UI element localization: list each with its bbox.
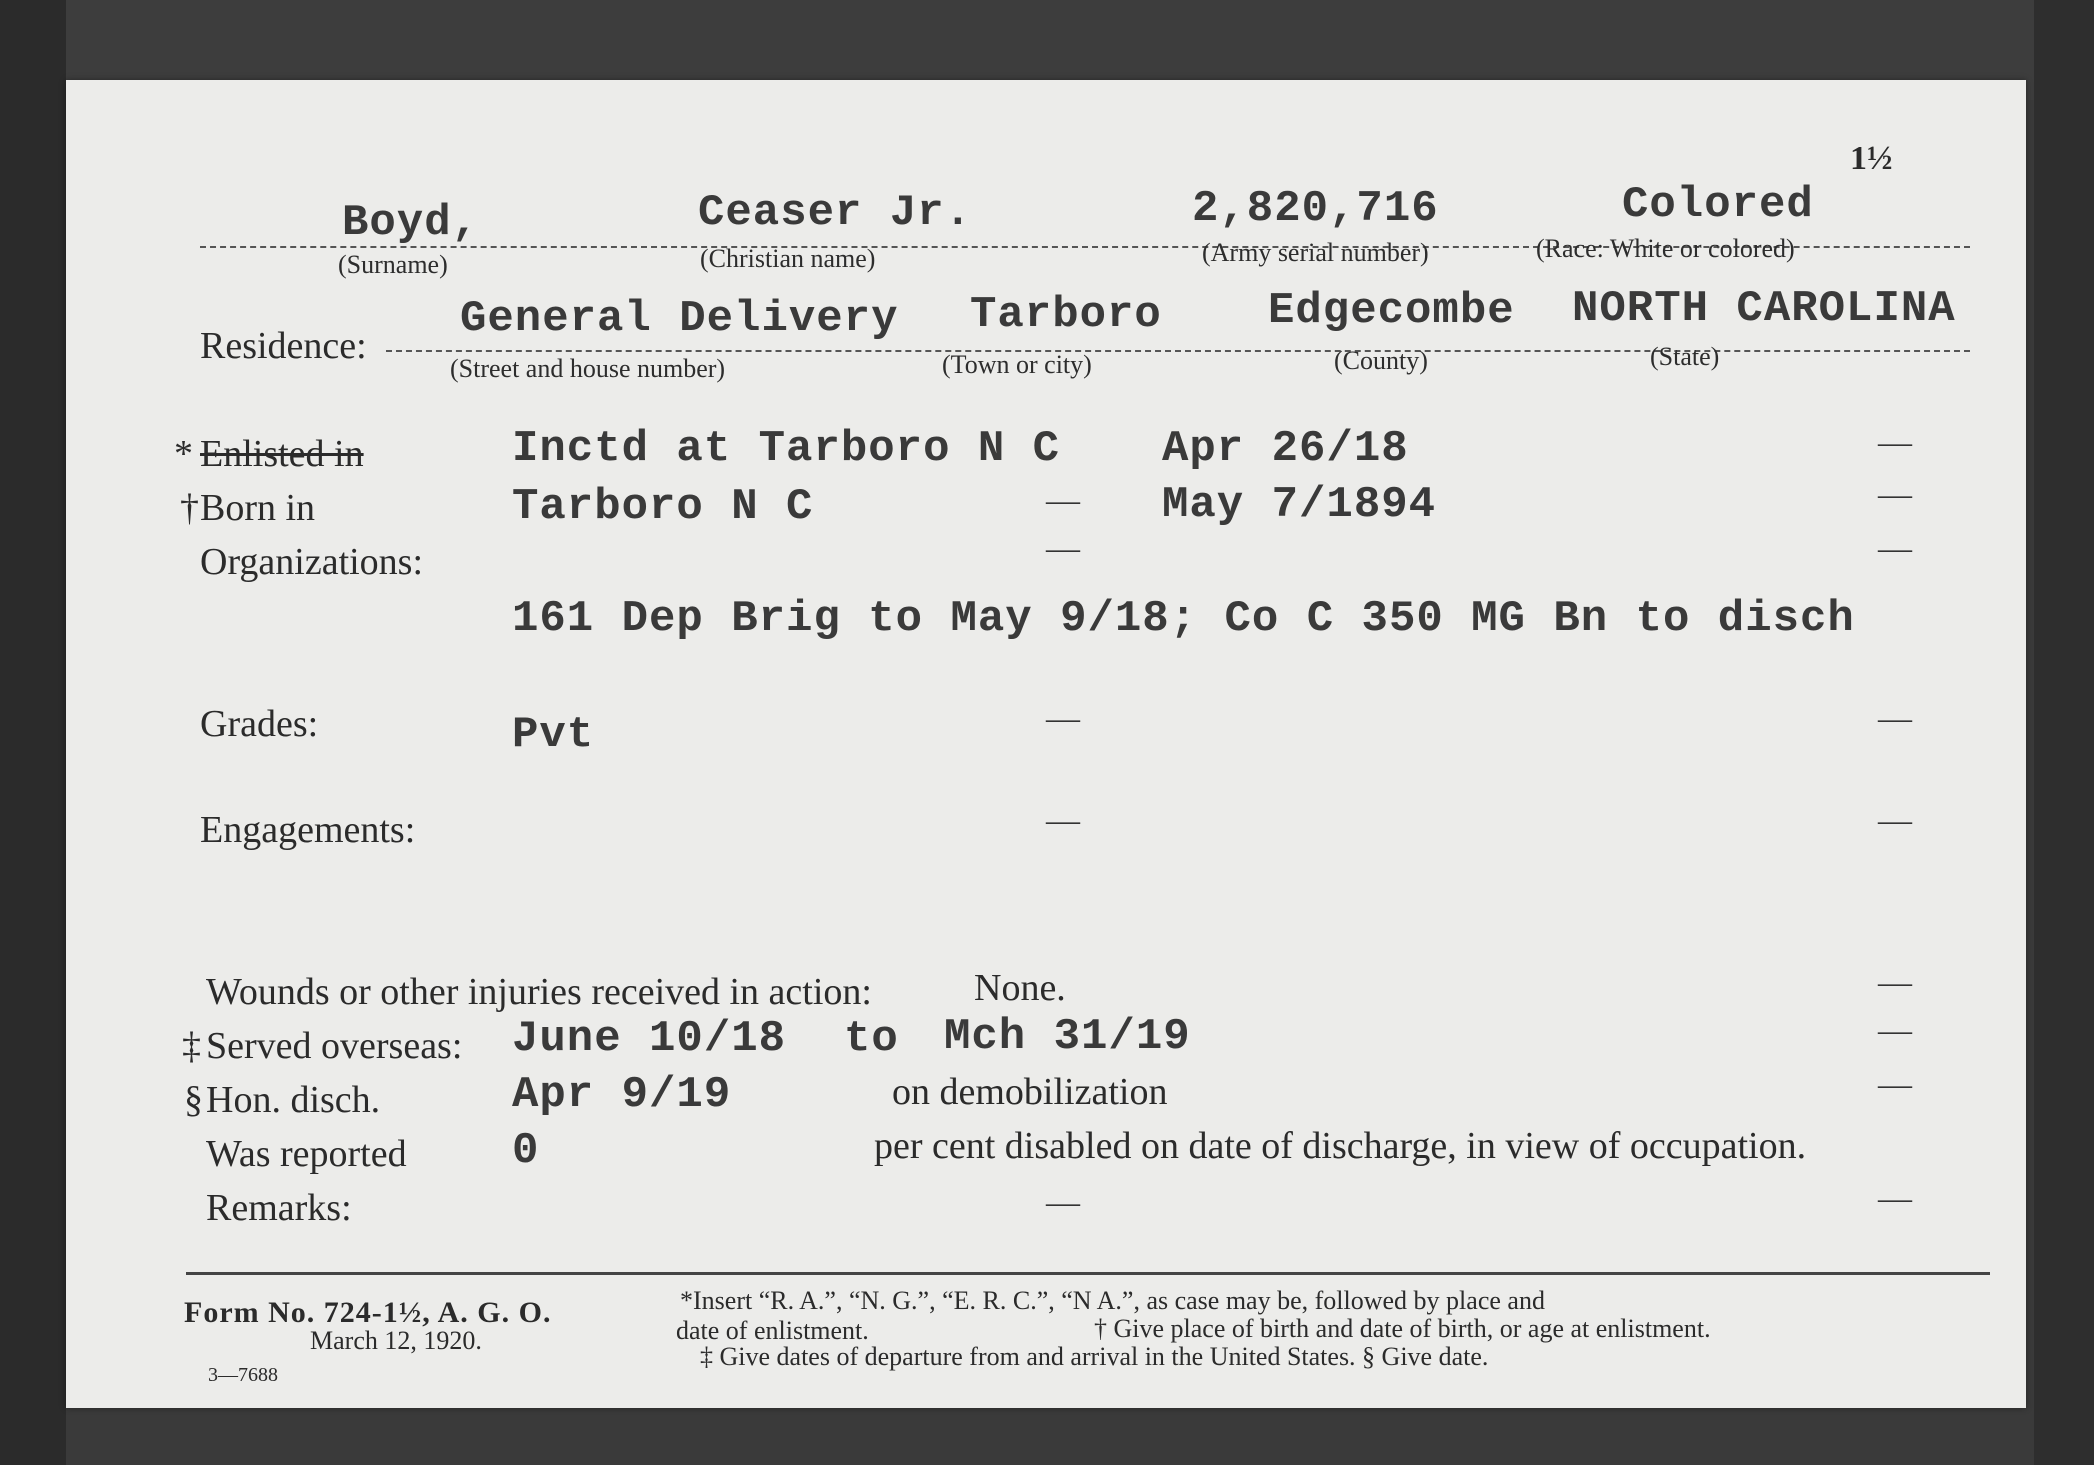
corner-number: 1½ xyxy=(1850,140,1893,177)
street-value: General Delivery xyxy=(460,294,899,344)
wounds-value: None. xyxy=(974,967,1066,1009)
record-card xyxy=(66,80,2026,1408)
born-label: Born in xyxy=(200,487,316,529)
organizations-dash: — xyxy=(1878,530,1912,567)
discharge-note: on demobilization xyxy=(892,1071,1168,1113)
organizations-value: 161 Dep Brig to May 9/18; Co C 350 MG Bn to disch xyxy=(512,594,1855,644)
grades-label: Grades: xyxy=(200,703,319,745)
serial-number-caption: (Army serial number) xyxy=(1202,238,1429,267)
footnote-birth: † Give place of birth and date of birth, or age at enlistment. xyxy=(1094,1314,1711,1343)
born-marker: † xyxy=(180,487,199,529)
wounds-dash: — xyxy=(1878,964,1912,1001)
form-date: March 12, 1920. xyxy=(310,1326,482,1355)
reported-text: per cent disabled on date of discharge, in view of occupation. xyxy=(874,1125,1807,1167)
born-date-value: May 7/1894 xyxy=(1162,480,1437,530)
county-value: Edgecombe xyxy=(1268,286,1515,336)
surname-value: Boyd, xyxy=(342,198,480,248)
enlisted-date-value: Apr 26/18 xyxy=(1162,424,1409,474)
state-value: NORTH CAROLINA xyxy=(1572,284,1956,334)
serial-number-value: 2,820,716 xyxy=(1192,184,1439,234)
surname-caption: (Surname) xyxy=(338,250,448,279)
enlisted-label: Enlisted in xyxy=(200,433,364,475)
remarks-label: Remarks: xyxy=(206,1187,352,1229)
engagements-label: Engagements: xyxy=(200,809,416,851)
print-code: 3—7688 xyxy=(208,1364,278,1386)
race-value: Colored xyxy=(1622,180,1814,230)
grades-dash: — xyxy=(1878,700,1912,737)
residence-label: Residence: xyxy=(200,325,367,367)
wounds-label: Wounds or other injuries received in action: xyxy=(206,971,872,1013)
enlisted-marker: * xyxy=(174,433,193,475)
discharge-dash: — xyxy=(1878,1066,1912,1103)
grades-mid-dash: — xyxy=(1046,700,1080,737)
scan-background-left xyxy=(0,0,66,1465)
overseas-label: Served overseas: xyxy=(206,1025,463,1067)
overseas-marker: ‡ xyxy=(182,1025,201,1067)
overseas-from-value: June 10/18 xyxy=(512,1014,787,1064)
grades-value: Pvt xyxy=(512,710,595,760)
town-caption: (Town or city) xyxy=(942,350,1092,379)
overseas-dash: — xyxy=(1878,1012,1912,1049)
engagements-dash: — xyxy=(1878,802,1912,839)
discharge-label: Hon. disch. xyxy=(206,1079,381,1121)
town-value: Tarboro xyxy=(970,290,1162,340)
form-number: Form No. 724-1½, A. G. O. xyxy=(184,1296,552,1329)
state-caption: (State) xyxy=(1650,342,1720,371)
remarks-dash: — xyxy=(1878,1180,1912,1217)
christian-name-caption: (Christian name) xyxy=(700,244,876,273)
born-dash: — xyxy=(1878,476,1912,513)
enlisted-dash: — xyxy=(1878,424,1912,461)
footnote-departure: ‡ Give dates of departure from and arrival in the United States. § Give date. xyxy=(700,1342,1489,1371)
reported-value: 0 xyxy=(512,1126,540,1176)
organizations-mid-dash: — xyxy=(1046,530,1080,567)
footer-rule xyxy=(186,1272,1990,1275)
discharge-date-value: Apr 9/19 xyxy=(512,1070,732,1120)
remarks-mid-dash: — xyxy=(1046,1184,1080,1221)
county-caption: (County) xyxy=(1334,346,1428,375)
christian-name-value: Ceaser Jr. xyxy=(698,188,973,238)
scan-background-right xyxy=(2034,0,2094,1465)
born-place-value: Tarboro N C xyxy=(512,482,814,532)
residence-line xyxy=(386,350,1970,352)
footnote-insert-cont: date of enlistment. xyxy=(676,1316,869,1345)
organizations-label: Organizations: xyxy=(200,541,424,583)
reported-label: Was reported xyxy=(206,1133,407,1175)
overseas-to-word: to xyxy=(844,1014,899,1064)
footnote-insert: *Insert “R. A.”, “N. G.”, “E. R. C.”, “N A.”, as case may be, followed by place and xyxy=(680,1286,1545,1315)
race-caption: (Race: White or colored) xyxy=(1536,234,1795,263)
enlisted-place-value: Inctd at Tarboro N C xyxy=(512,424,1061,474)
street-caption: (Street and house number) xyxy=(450,354,726,383)
discharge-marker: § xyxy=(184,1079,203,1121)
born-mid-dash: — xyxy=(1046,482,1080,519)
engagements-mid-dash: — xyxy=(1046,802,1080,839)
overseas-to-value: Mch 31/19 xyxy=(944,1012,1191,1062)
